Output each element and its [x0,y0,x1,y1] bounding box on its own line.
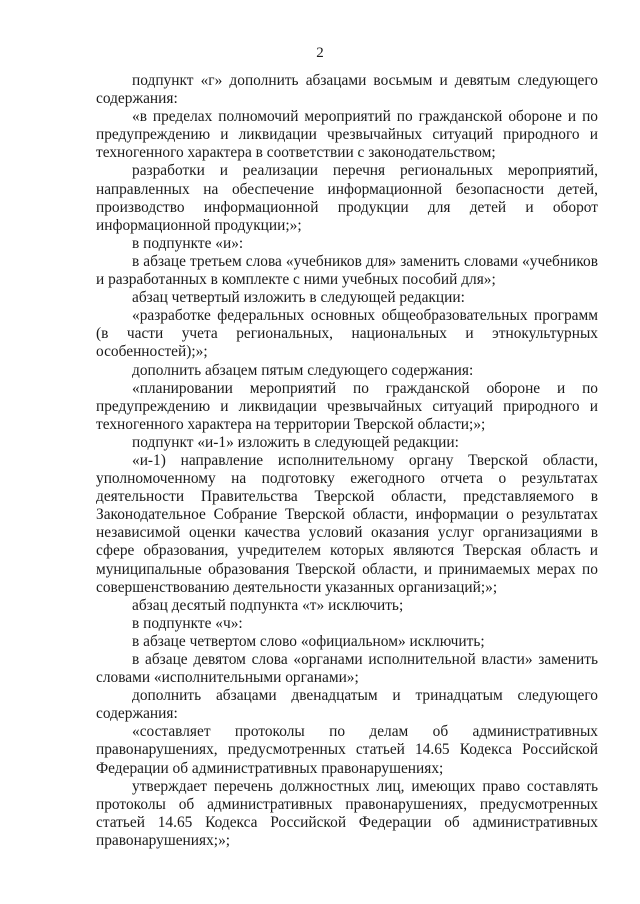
paragraph: подпункт «г» дополнить абзацами восьмым и девятым следующего содержания: [96,72,598,108]
paragraph: в подпункте «ч»: [132,614,243,632]
paragraph: в абзаце девятом слова «органами исполнительной власти» заменить словами «исполнительными органами»; [96,651,598,687]
paragraph: утверждает перечень должностных лиц, имеющих право составлять протоколы об административных правонарушениях, предусмотренных статьей 14.65 Кодекса Российской Федерации об административных правонарушениях;»; [96,777,598,849]
page-number: 2 [316,45,324,61]
paragraph: абзац десятый подпункта «т» исключить; [132,596,404,614]
paragraph: разработки и реализации перечня региональных мероприятий, направленных на обеспечение информационной безопасности детей, производство информационной продукции для детей и оборот информационной продукции;»; [96,162,598,234]
paragraph: в подпункте «и»: [132,234,244,252]
paragraph: дополнить абзацем пятым следующего содержания: [132,361,474,379]
paragraph: «разработке федеральных основных общеобразовательных программ (в части учета региональных, национальных и этнокультурных особенностей);»; [96,307,598,361]
paragraph: «и-1) направление исполнительному органу Тверской области, уполномоченному на подготовку ежегодного отчета о результатах деятельности Правительства Тверской области, представляемого в Законодательное Собрание Тверской области, информации о результатах независимой оценки качества условий оказания услуг организациями в сфере образования, учредителем которых являются Тверская область и муниципальные образования Тверской области, и принимаемых мерах по совершенствованию деятельности указанных организаций;»; [96,451,598,596]
paragraph: в абзаце четвертом слово «официальном» исключить; [132,632,485,650]
document-body [96,72,598,850]
paragraph: абзац четвертый изложить в следующей редакции: [132,289,465,307]
paragraph: «в пределах полномочий мероприятий по гражданской обороне и по предупреждению и ликвидации чрезвычайных ситуаций природного и техногенного характера в соответствии с законодательством; [96,108,598,162]
paragraph: в абзаце третьем слова «учебников для» заменить словами «учебников и разработанных в комплекте с ними учебных пособий для»; [96,252,598,289]
paragraph: подпункт «и-1» изложить в следующей редакции: [132,433,459,451]
paragraph: дополнить абзацами двенадцатым и тринадцатым следующего содержания: [96,687,598,723]
paragraph: «составляет протоколы по делам об административных правонарушениях, предусмотренных статьей 14.65 Кодекса Российской Федерации об административных правонарушениях; [96,723,598,777]
paragraph: «планировании мероприятий по гражданской обороне и по предупреждению и ликвидации чрезвычайных ситуаций природного и техногенного характера на территории Тверской области;»; [96,379,598,433]
